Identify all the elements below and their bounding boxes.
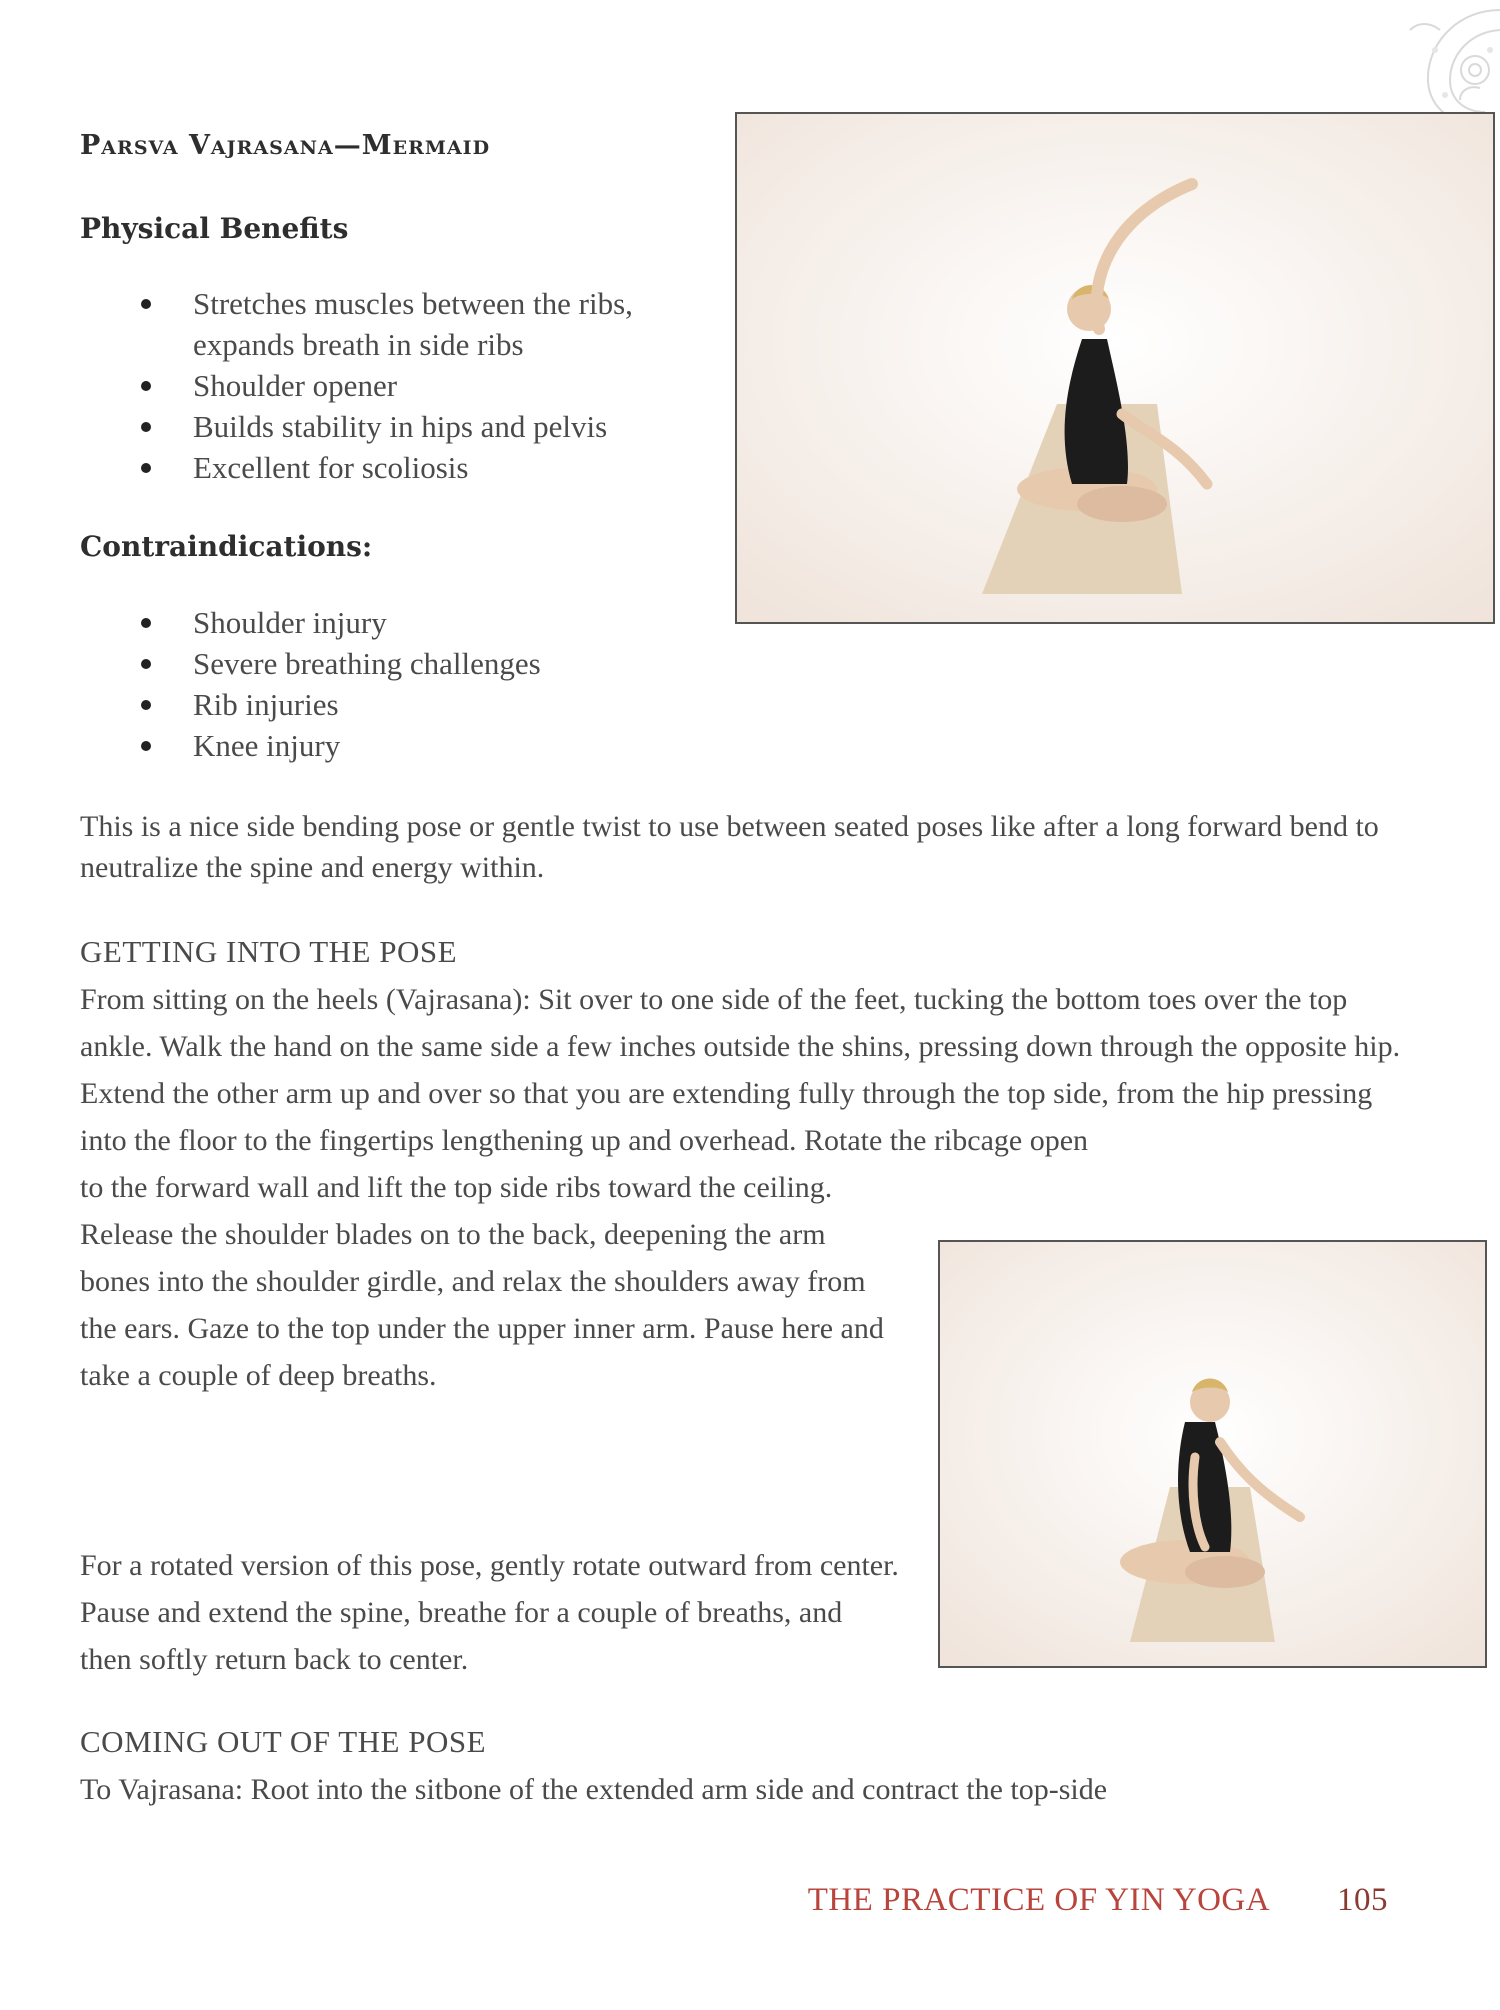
getting-into-text-narrow: to the forward wall and lift the top side ribs toward the ceiling. Release the shoulder blades on to the back, deepening the arm bones into the shoulder girdle, and relax the shoulders away from the ears. Gaze to the top under the upper inner arm. Pause here and take a couple of deep breaths. [80,1171,884,1392]
benefits-heading: Physical Benefits [80,212,349,245]
book-title: THE PRACTICE OF YIN YOGA [807,1882,1269,1918]
list-item: Stretches muscles between the ribs, expands breath in side ribs [136,283,696,365]
list-item: Shoulder injury [136,602,696,643]
contraindications-heading: Contraindications: [80,530,373,563]
list-item: Severe breathing challenges [136,643,696,684]
list-item: Rib injuries [136,684,696,725]
mermaid-pose-photo [735,112,1495,624]
getting-into-text-wide: From sitting on the heels (Vajrasana): Sit over to one side of the feet, tucking the bottom toes over the top ankle. Walk the hand on the same side a few inches outside the shins, pressing down through the opposite hip. Extend the other arm up and over so that you are extending fully through the top side, from the hip pressing into the floor to the fingertips lengthening up and overhead. Rotate the ribcage open [80,983,1401,1157]
list-item: Builds stability in hips and pelvis [136,406,696,447]
page-number: 105 [1337,1882,1388,1918]
list-item: Excellent for scoliosis [136,447,696,488]
paisley-ornament-icon [1310,0,1500,130]
list-item: Shoulder opener [136,365,696,406]
coming-out-text: To Vajrasana: Root into the sitbone of the extended arm side and contract the top-side [80,1773,1108,1806]
contraindications-list [136,602,696,766]
rotated-pose-photo [938,1240,1487,1668]
intro-paragraph: This is a nice side bending pose or gentle twist to use between seated poses like after a long forward bend to neutralize the spine and energy within. [80,810,1379,884]
rotated-version-paragraph: For a rotated version of this pose, gently rotate outward from center. Pause and extend the spine, breathe for a couple of breaths, and then softly return back to center. [80,1549,899,1676]
coming-out-heading: COMING OUT OF THE POSE [80,1724,487,1759]
pose-title: Parsva Vajrasana—Mermaid [80,130,491,161]
list-item: Knee injury [136,725,696,766]
benefits-list [136,283,696,488]
getting-into-heading: GETTING INTO THE POSE [80,934,458,969]
page-footer [808,1882,1388,1919]
